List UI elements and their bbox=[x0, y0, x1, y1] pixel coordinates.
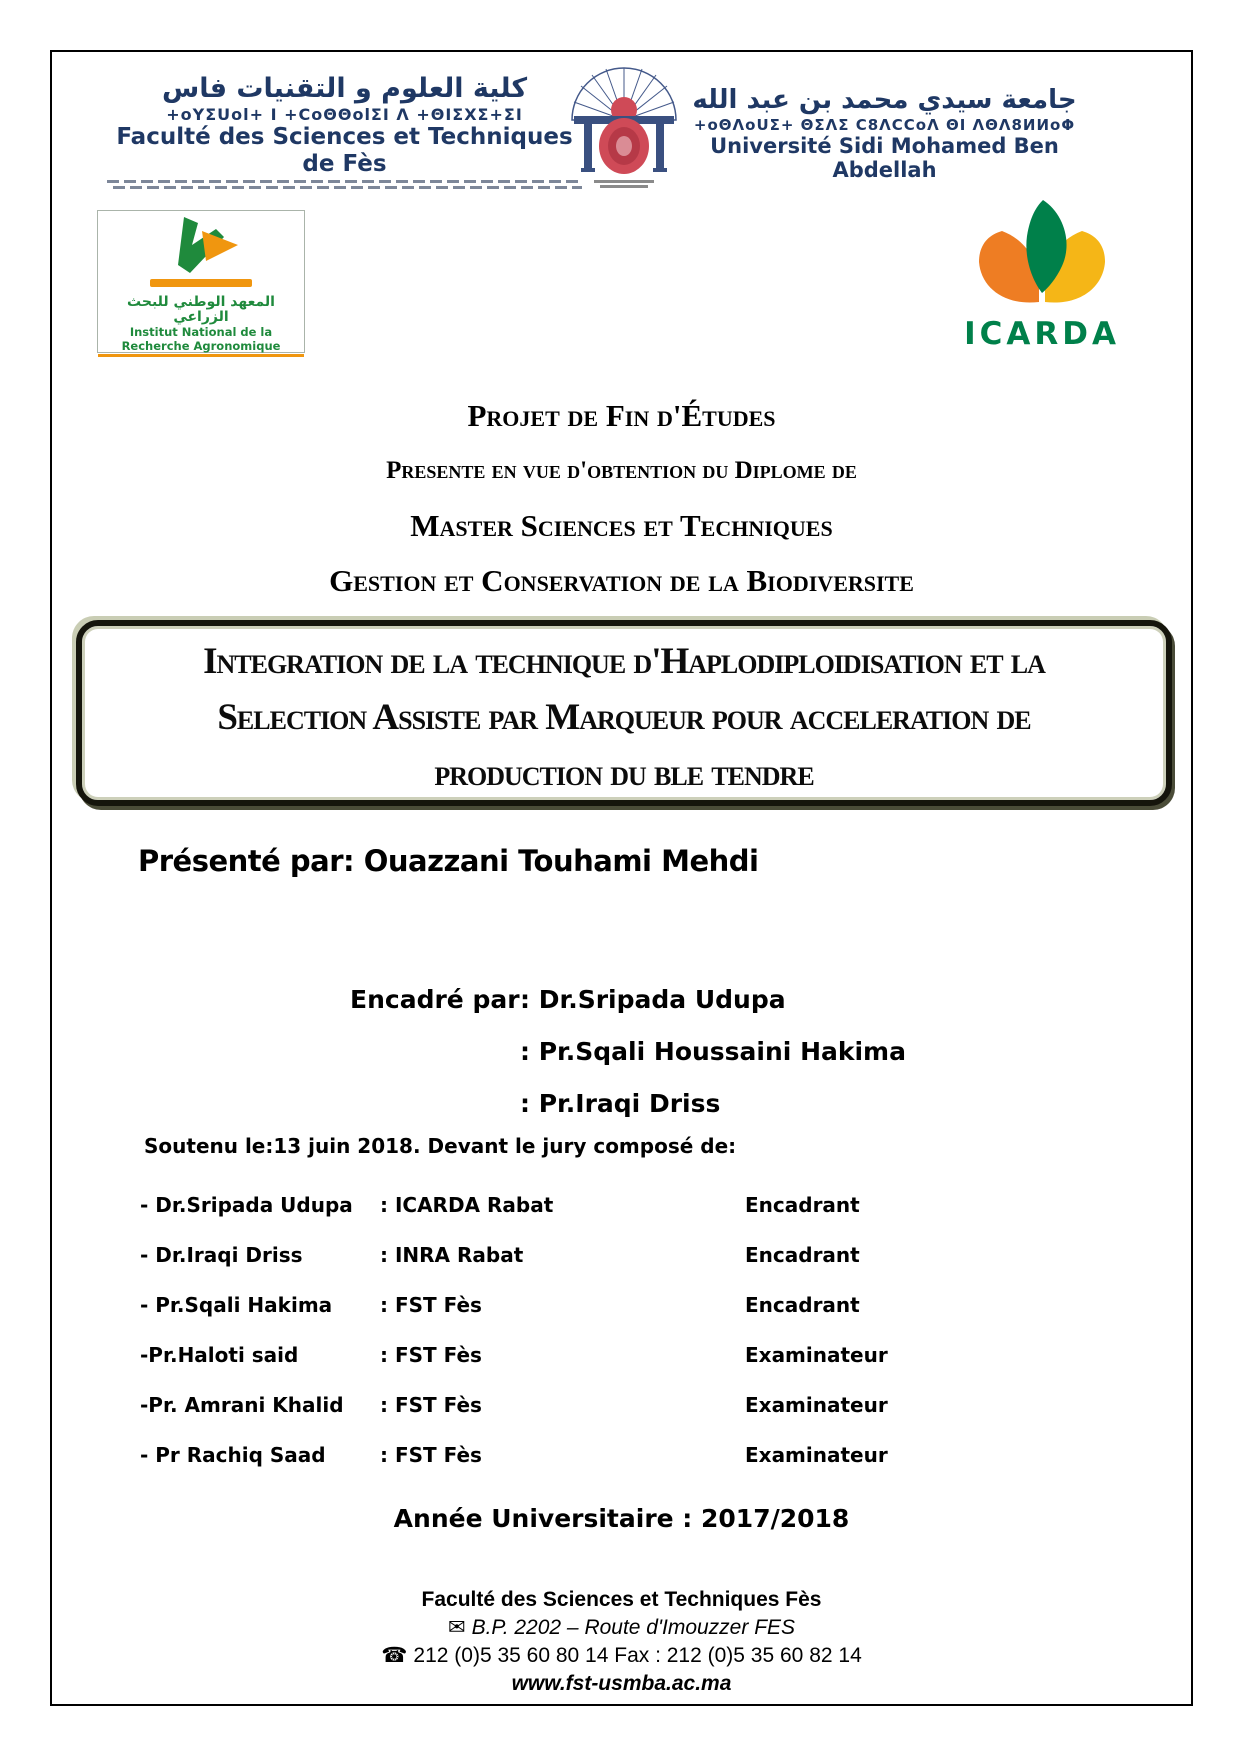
jury-member-affiliation: : FST Fès bbox=[380, 1343, 482, 1367]
inra-logo-icon bbox=[138, 215, 264, 291]
faculty-name-tifinagh: +oYΣUol+ I +CoΘΘolΣI Λ +ΘIΣXΣ+ΣI bbox=[166, 104, 523, 124]
supervisors-label: Encadré par bbox=[350, 985, 520, 1014]
degree-intro-block bbox=[52, 388, 1191, 608]
jury-member-name: -Pr.Haloti said bbox=[140, 1343, 299, 1367]
university-name-french: Université Sidi Mohamed Ben Abdellah bbox=[710, 133, 1059, 182]
footer-website: www.fst-usmba.ac.ma bbox=[511, 1672, 732, 1695]
purpose-line: Presente en vue d'obtention du Diplome de bbox=[386, 457, 857, 484]
jury-row bbox=[140, 1280, 1130, 1330]
jury-member-affiliation: : FST Fès bbox=[380, 1293, 482, 1317]
jury-list bbox=[140, 1180, 1130, 1480]
degree-line: Master Sciences et Techniques bbox=[410, 508, 833, 543]
jury-member-affiliation: : FST Fès bbox=[380, 1443, 482, 1467]
footer-contact-block bbox=[52, 1586, 1191, 1698]
jury-member-role: Encadrant bbox=[745, 1193, 860, 1217]
mail-icon: ✉ bbox=[447, 1616, 466, 1639]
icarda-logo-icon bbox=[967, 198, 1117, 310]
inra-name-arabic: المعهد الوطني للبحث الزراعي bbox=[127, 294, 275, 326]
footer-address: B.P. 2202 – Route d'Imouzzer FES bbox=[471, 1616, 796, 1639]
jury-member-affiliation: : INRA Rabat bbox=[380, 1243, 524, 1267]
jury-row bbox=[140, 1180, 1130, 1230]
footer-address-line bbox=[52, 1614, 1191, 1642]
footer-phone: 212 (0)5 35 60 80 14 Fax : 212 (0)5 35 60 82 14 bbox=[413, 1644, 862, 1667]
presented-by-line: Présenté par: Ouazzani Touhami Mehdi bbox=[138, 844, 759, 878]
jury-member-name: - Pr.Sqali Hakima bbox=[140, 1293, 333, 1317]
jury-member-role: Examinateur bbox=[745, 1443, 888, 1467]
jury-member-name: - Dr.Sripada Udupa bbox=[140, 1193, 353, 1217]
thesis-title-line-3: production du ble tendre bbox=[434, 753, 814, 794]
icarda-wordmark: ICARDA bbox=[964, 316, 1120, 352]
supervisor-name: : Pr.Iraqi Driss bbox=[520, 1089, 721, 1118]
jury-row bbox=[140, 1430, 1130, 1480]
supervisors-block bbox=[350, 974, 906, 1130]
faculty-name-french: Faculté des Sciences et Techniques de Fès bbox=[116, 124, 573, 177]
phone-icon: ☎ bbox=[381, 1644, 408, 1667]
jury-member-role: Examinateur bbox=[745, 1393, 888, 1417]
jury-member-name: - Dr.Iraqi Driss bbox=[140, 1243, 303, 1267]
jury-member-role: Encadrant bbox=[745, 1293, 860, 1317]
jury-member-name: - Pr Rachiq Saad bbox=[140, 1443, 326, 1467]
jury-row bbox=[140, 1380, 1130, 1430]
thesis-title-box bbox=[76, 620, 1172, 806]
university-header-block bbox=[657, 84, 1112, 182]
page-border-frame bbox=[50, 50, 1193, 1706]
jury-member-role: Encadrant bbox=[745, 1243, 860, 1267]
university-name-arabic: جامعة سيدي محمد بن عبد الله bbox=[692, 85, 1077, 115]
thesis-title-line-2: Selection Assiste par Marqueur pour acceleration de bbox=[217, 697, 1031, 738]
footer-phone-line bbox=[52, 1642, 1191, 1670]
jury-member-affiliation: : FST Fès bbox=[380, 1393, 482, 1417]
footer-faculty-name: Faculté des Sciences et Techniques Fès bbox=[421, 1588, 822, 1611]
jury-row bbox=[140, 1230, 1130, 1280]
faculty-name-arabic: كلية العلوم و التقنيات فاس bbox=[161, 73, 528, 104]
specialty-line: Gestion et Conservation de la Biodiversite bbox=[329, 563, 914, 598]
header-dashed-divider bbox=[107, 180, 582, 189]
supervisor-name: : Dr.Sripada Udupa bbox=[520, 985, 786, 1014]
jury-member-role: Examinateur bbox=[745, 1343, 888, 1367]
inra-name-french: Institut National de la Recherche Agronomique bbox=[98, 326, 304, 358]
faculty-header-block bbox=[107, 72, 582, 189]
university-name-tifinagh: +oΘΛoUΣ+ ΘΣΛΣ C8ΛCCoΛ ΘI ΛΘΛ8ИИoΦ bbox=[693, 115, 1076, 134]
jury-row bbox=[140, 1330, 1130, 1380]
project-type-line: Projet de Fin d'Études bbox=[467, 398, 776, 433]
jury-member-affiliation: : ICARDA Rabat bbox=[380, 1193, 554, 1217]
supervisor-name: : Pr.Sqali Houssaini Hakima bbox=[520, 1037, 906, 1066]
icarda-logo bbox=[957, 198, 1127, 352]
thesis-title-line-1: Integration de la technique d'Haplodiploidisation et la bbox=[203, 641, 1045, 682]
jury-member-name: -Pr. Amrani Khalid bbox=[140, 1393, 344, 1417]
academic-year-line: Année Universitaire : 2017/2018 bbox=[393, 1504, 850, 1533]
defense-date-line: Soutenu le:13 juin 2018. Devant le jury composé de: bbox=[144, 1134, 737, 1158]
inra-logo bbox=[97, 210, 305, 353]
